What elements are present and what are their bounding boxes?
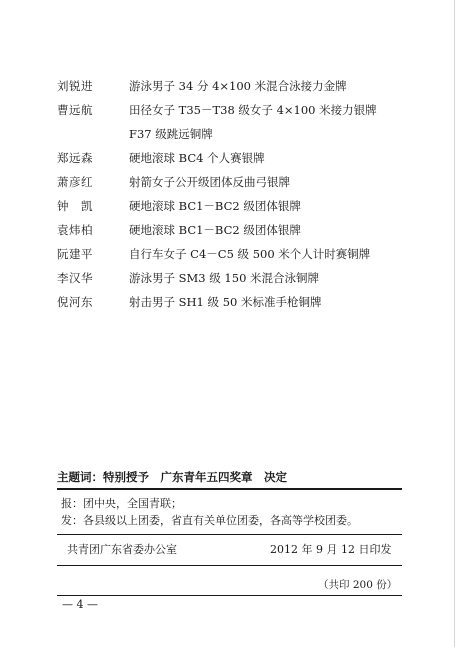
award-description: 游泳男子 34 分 4×100 米混合泳接力金牌 — [129, 79, 347, 93]
award-row — [57, 146, 437, 170]
page-number: — 4 — — [62, 598, 98, 611]
footer-rule — [57, 565, 402, 566]
award-description: 硬地滚球 BC1－BC2 级团体银牌 — [129, 223, 301, 237]
award-row — [57, 242, 437, 266]
issue-date: 2012 年 9 月 12 日印发 — [270, 543, 392, 556]
recipient-name: 钟 凯 — [57, 199, 93, 213]
bottom-rule — [57, 595, 402, 596]
award-description: 游泳男子 SM3 级 150 米混合泳铜牌 — [129, 271, 320, 285]
award-description: 射击男子 SH1 级 50 米标准手枪铜牌 — [129, 295, 322, 309]
send-to-line: 发：各县级以上团委，省直有关单位团委，各高等学校团委。 — [61, 514, 358, 527]
award-row — [57, 194, 437, 218]
issuing-office: 共青团广东省委办公室 — [67, 543, 177, 556]
print-copies: （共印 200 份） — [318, 579, 398, 591]
award-row — [57, 266, 437, 290]
recipient-name: 李汉华 — [57, 271, 93, 285]
keywords-rule — [57, 488, 402, 490]
subject-keywords: 主题词：特别授予 广东青年五四奖章 决定 — [57, 470, 287, 484]
recipient-name: 郑远森 — [57, 151, 93, 165]
award-row — [57, 98, 437, 122]
recipient-name: 萧彦红 — [57, 175, 93, 189]
report-to-line: 报：团中央，全国青联； — [61, 497, 182, 510]
award-description: 田径女子 T35－T38 级女子 4×100 米接力银牌 — [129, 103, 377, 117]
recipient-name: 刘锐进 — [57, 79, 93, 93]
awards-list — [57, 74, 437, 314]
award-description: F37 级跳远铜牌 — [129, 127, 213, 141]
award-description: 硬地滚球 BC4 个人赛银牌 — [129, 151, 265, 165]
recipient-name: 曹远航 — [57, 103, 93, 117]
award-description: 射箭女子公开级团体反曲弓银牌 — [129, 175, 290, 189]
recipient-name: 袁炜柏 — [57, 223, 93, 237]
award-description: 硬地滚球 BC1－BC2 级团体银牌 — [129, 199, 301, 213]
award-row-continued — [57, 122, 437, 146]
award-row — [57, 290, 437, 314]
award-row — [57, 74, 437, 98]
award-row — [57, 218, 437, 242]
recipient-name: 阮建平 — [57, 247, 93, 261]
award-row — [57, 170, 437, 194]
award-description: 自行车女子 C4－C5 级 500 米个人计时赛铜牌 — [129, 247, 371, 261]
recipient-name: 倪河东 — [57, 295, 93, 309]
distribution-rule — [57, 534, 402, 535]
